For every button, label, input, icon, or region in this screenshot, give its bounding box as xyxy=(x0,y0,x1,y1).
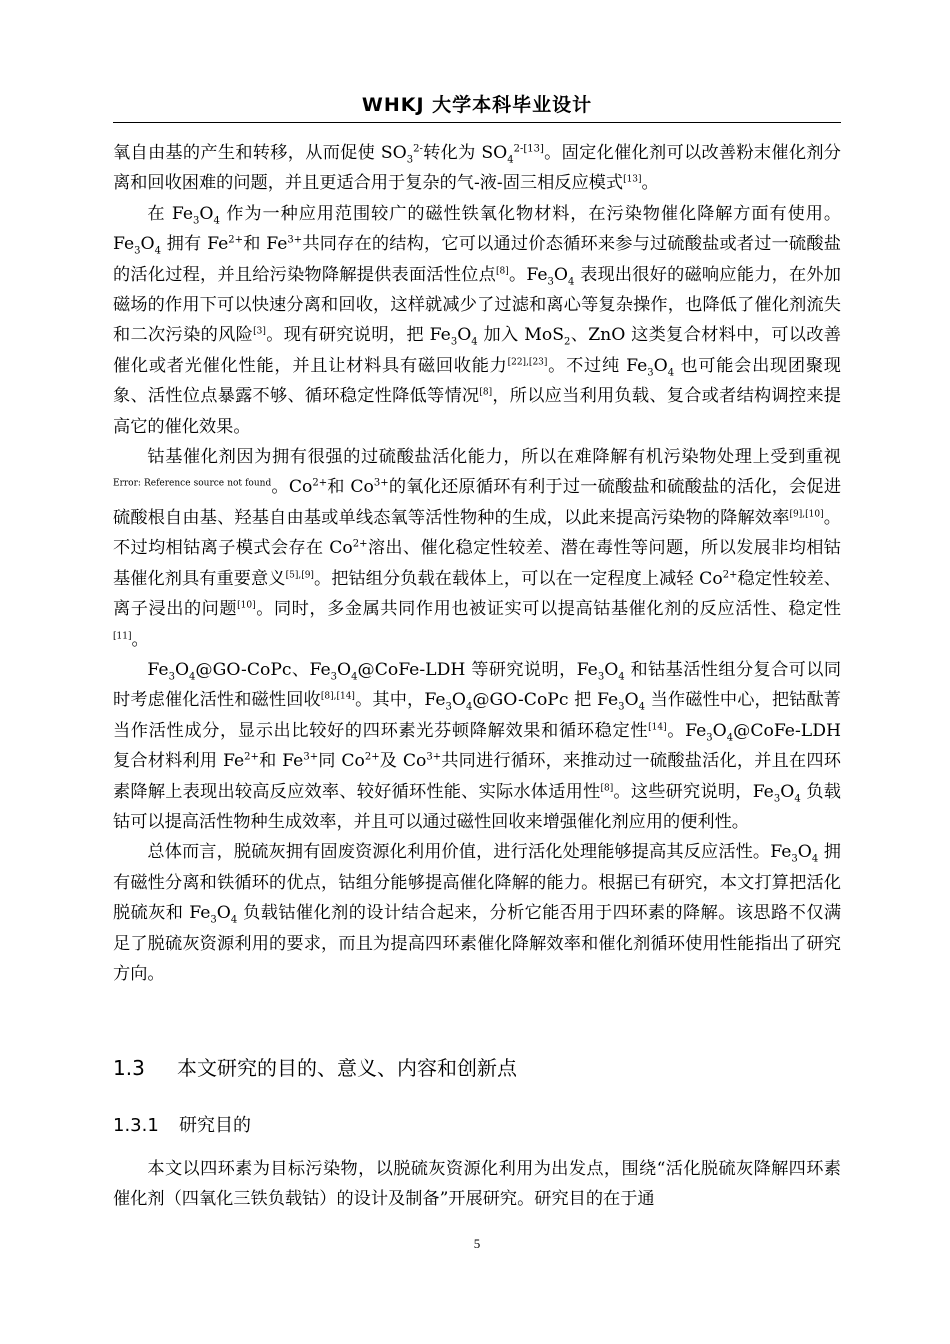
section-number: 1.3 xyxy=(113,1056,145,1080)
body-text-continued xyxy=(113,1154,841,1215)
body-text xyxy=(113,138,841,989)
page-header-title: WHKJ 大学本科毕业设计 xyxy=(361,94,593,116)
paragraph-5: 总体而言，脱硫灰拥有固废资源化利用价值，进行活化处理能够提高其反应活性。$Fe_3O_4$ 拥有磁性分离和铁循环的优点，钴组分能够提高催化降解的能力。根据已有研究，本文打算把活化脱硫灰和 $Fe_3O_4$ 负载钴催化剂的设计结合起来，分析它能否用于四环素的降解。该思路不仅满足了脱硫灰资源利用的要求，而且为提高四环素催化降解效率和催化剂循环使用性能指出了研究方向。 xyxy=(113,842,842,984)
paragraph-3: 钴基催化剂因为拥有很强的过硫酸盐活化能力，所以在难降解有机污染物处理上受到重视$^{Error: Reference source not found}$。$Co^{2+}$和 $Co^{3+}$的氧化还原循环有利于过一硫酸盐和硫酸盐的活化，会促进硫酸根自由基、羟基自由基或单线态氧等活性物种的生成，以此来提高污染物的降解效率[9],[10]。不过均相钴离子模式会存在 $Co^{2+}$溶出、催化稳定性较差、潜在毒性等问题，所以发展非均相钴基催化剂具有重要意义[5],[9]。把钴组分负载在载体上，可以在一定程度上减轻 $Co^{2+}$稳定性较差、离子浸出的问题[10]。同时，多金属共同作用也被证实可以提高钴基催化剂的反应活性、稳定性[11]。 xyxy=(113,447,842,650)
page-number: 5 xyxy=(473,1236,481,1251)
subsection-title: 研究目的 xyxy=(179,1115,251,1136)
paragraph-4: $Fe_3O_4@GO$-CoPc、$Fe_3O_4@CoFe$-LDH 等研究说明，$Fe_3O_4$ 和钴基活性组分复合可以同时考虑催化活性和磁性回收[8],[14]。其中，$Fe_3O_4@GO$-CoPc 把 $Fe_3O_4$ 当作磁性中心，把钴酞菁当作活性成分，显示出比较好的四环素光芬顿降解效果和循环稳定性[14]。$Fe_3O_4@CoFe$-LDH 复合材料利用 $Fe^{2+}$和 $Fe^{3+}$同 $Co^{2+}$及 $Co^{3+}$共同进行循环，来推动过一硫酸盐活化，并且在四环素降解上表现出较高反应效率、较好循环性能、实际水体适用性[8]。这些研究说明，$Fe_3O_4$ 负载钴可以提高活性物种生成效率，并且可以通过磁性回收来增强催化剂应用的便利性。 xyxy=(113,659,842,832)
subsection-number: 1.3.1 xyxy=(113,1115,159,1136)
paragraph-2: 在 $Fe_3O_4$ 作为一种应用范围较广的磁性铁氧化物材料，在污染物催化降解方面有使用。$Fe_3O_4$ 拥有 $Fe^{2+}$和 $Fe^{3+}$共同存在的结构，它可以通过价态循环来参与过硫酸盐或者过一硫酸盐的活化过程，并且给污染物降解提供表面活性位点[8]。$Fe_3O_4$ 表现出很好的磁响应能力，在外加磁场的作用下可以快速分离和回收，这样就减少了过滤和离心等复杂操作，也降低了催化剂流失和二次污染的风险[3]。现有研究说明，把 $Fe_3O_4$ 加入 MoS$_2$、ZnO 这类复合材料中，可以改善催化或者光催化性能，并且让材料具有磁回收能力[22],[23]。不过纯 $Fe_3O_4$ 也可能会出现团聚现象、活性位点暴露不够、循环稳定性降低等情况[8]，所以应当利用负载、复合或者结构调控来提高它的催化效果。 xyxy=(113,203,842,437)
paragraph-1: 氧自由基的产生和转移，从而促使 $SO_3^{2-}$转化为 $SO_4^{2-[13]}$。固定化催化剂可以改善粉末催化剂分离和回收困难的问题，并且更适合用于复杂的气-液-固三相反应模式[13]。 xyxy=(113,143,841,194)
section-title: 本文研究的目的、意义、内容和创新点 xyxy=(177,1056,517,1080)
paragraph-research-purpose: 本文以四环素为目标污染物，以脱硫灰资源化利用为出发点，围绕“活化脱硫灰降解四环素催化剂（四氧化三铁负载钴）的设计及制备”开展研究。研究目的在于通 xyxy=(113,1159,841,1210)
header-divider xyxy=(113,122,841,123)
subsection-heading xyxy=(113,1111,841,1141)
section-heading xyxy=(113,1053,841,1083)
